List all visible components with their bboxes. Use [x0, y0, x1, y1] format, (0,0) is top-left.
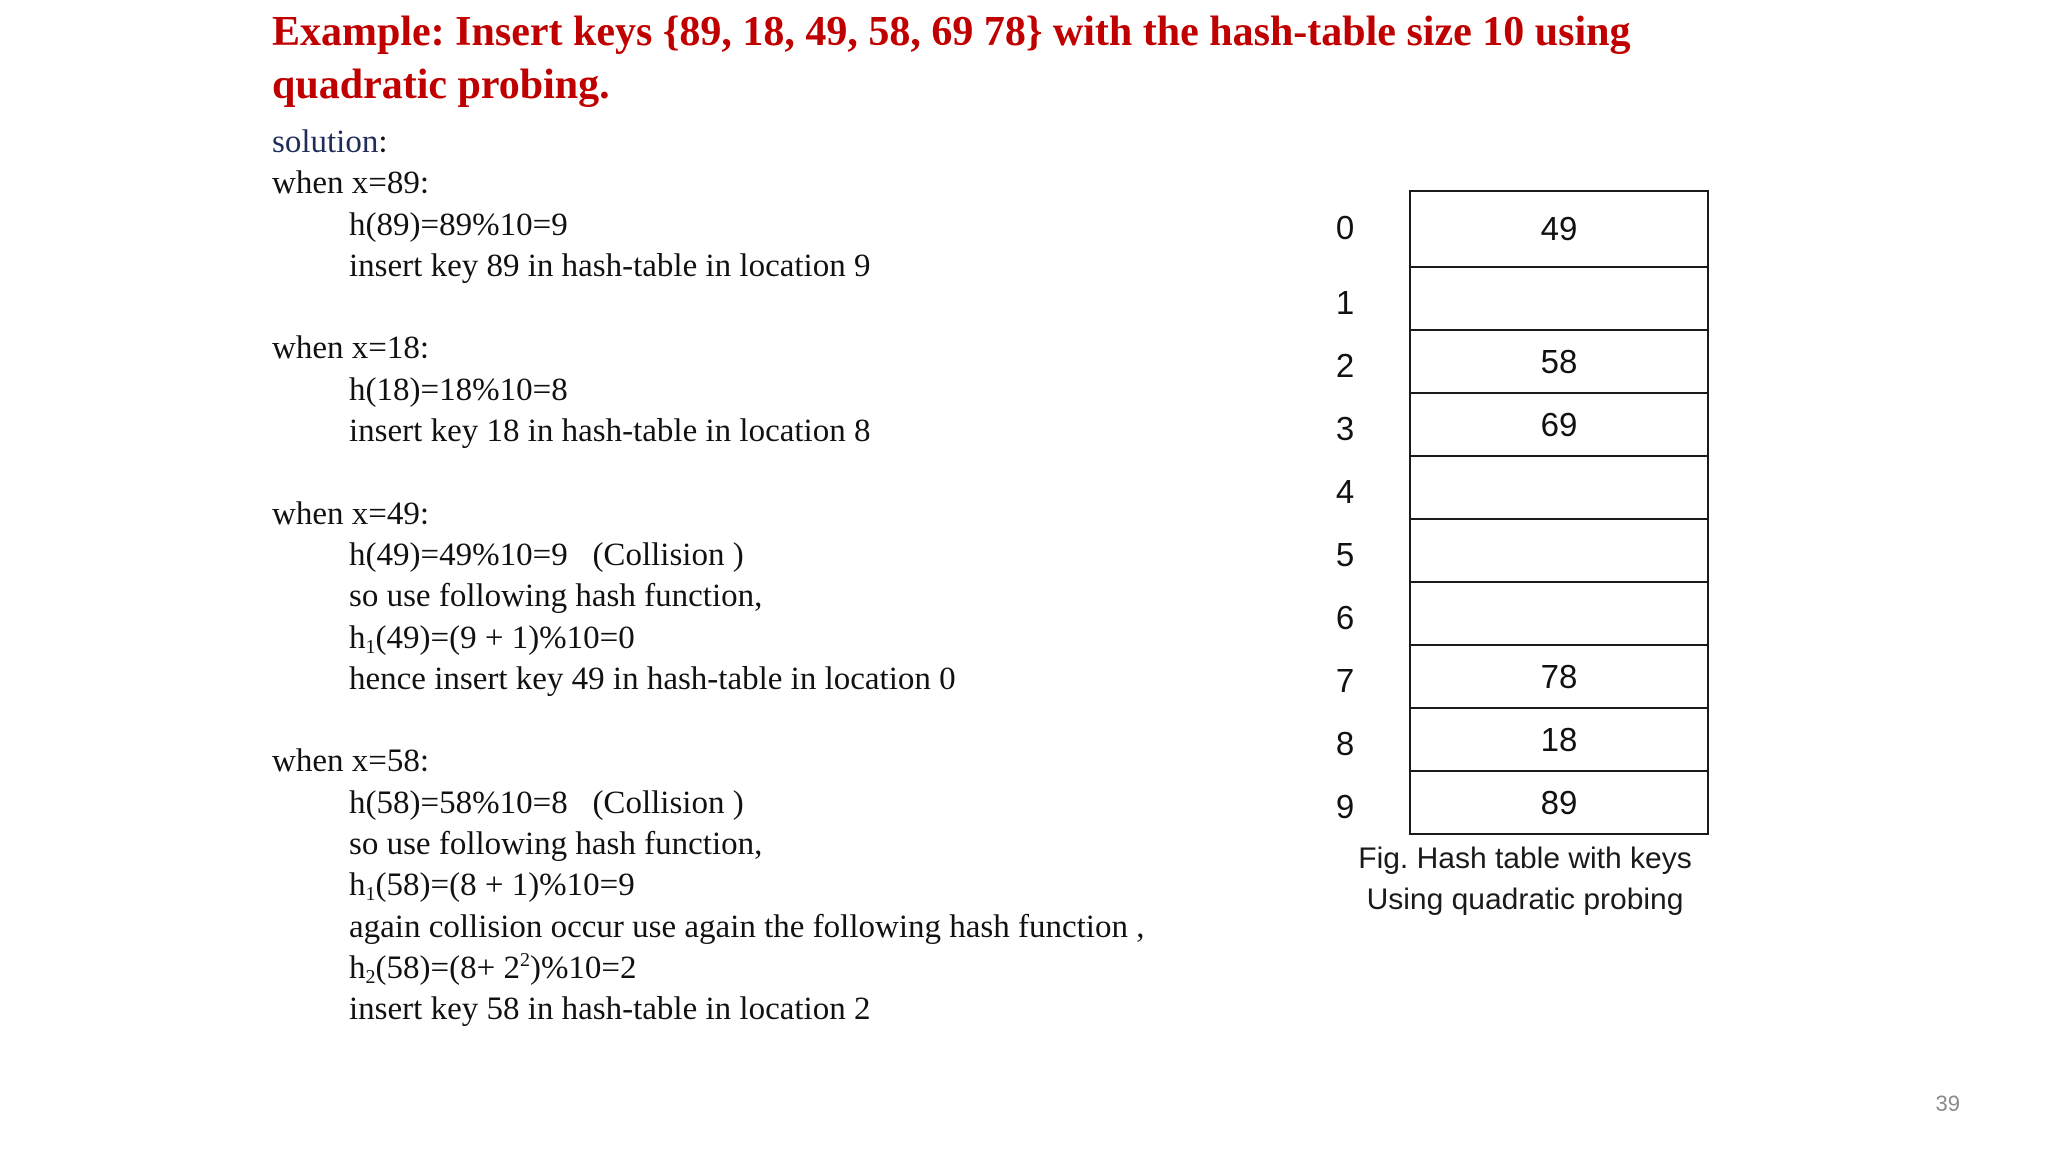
- step-49-so-use: so use following hash function,: [349, 578, 763, 615]
- step-49-h1: [272, 618, 1272, 659]
- hash-slot-4: [1409, 457, 1709, 520]
- title-line-1: Example: Insert keys {89, 18, 49, 58, 69 78} with the hash-table size 10 using: [272, 9, 1631, 55]
- h2-58-mid: (58)=(8+ 2: [375, 949, 520, 986]
- solution-text: [272, 122, 1272, 1031]
- slot-index-4: 4: [1335, 473, 1355, 510]
- hash-slot-5: [1409, 520, 1709, 583]
- figure-caption: [1300, 838, 1750, 920]
- step-49-hash: h(49)=49%10=9 (Collision ): [349, 536, 744, 573]
- h1-49-subscript: 1: [365, 635, 376, 658]
- caption-line-1: Fig. Hash table with keys: [1358, 842, 1692, 875]
- step-58-h2: [272, 948, 1272, 989]
- title-line-2: quadratic probing.: [272, 62, 610, 108]
- h1-58-rest: (58)=(8 + 1)%10=9: [375, 867, 635, 904]
- step-89-when: when x=89:: [272, 165, 430, 202]
- hash-table-figure: [1300, 190, 1750, 930]
- step-18-when: when x=18:: [272, 330, 430, 367]
- solution-label: solution: [272, 124, 379, 160]
- slide-title: [272, 6, 1752, 112]
- step-18-hash: h(18)=18%10=8: [349, 371, 568, 408]
- h1-49-rest: (49)=(9 + 1)%10=0: [375, 619, 635, 656]
- slot-index-5: 5: [1335, 536, 1355, 573]
- slot-index-2: 2: [1335, 347, 1355, 384]
- slot-index-3: 3: [1335, 410, 1355, 447]
- h2-58-prefix: h: [349, 949, 366, 986]
- h2-58-superscript: 2: [519, 948, 530, 971]
- h2-58-subscript: 2: [365, 965, 376, 988]
- spacer: [272, 452, 1272, 493]
- slot-index-8: 8: [1335, 725, 1355, 762]
- slot-index-6: 6: [1335, 599, 1355, 636]
- slot-index-9: 9: [1335, 788, 1355, 825]
- hash-slot-1: [1409, 268, 1709, 331]
- step-58-so-use: so use following hash function,: [349, 826, 763, 863]
- step-89-insert: insert key 89 in hash-table in location 9: [349, 247, 871, 284]
- step-58-again: again collision occur use again the following hash function ,: [349, 908, 1145, 945]
- step-58-insert: insert key 58 in hash-table in location 2: [349, 991, 871, 1028]
- step-58-when: when x=58:: [272, 743, 430, 780]
- step-18-insert: insert key 18 in hash-table in location 8: [349, 413, 871, 450]
- hash-slot-8: 18: [1409, 709, 1709, 772]
- spacer: [272, 700, 1272, 741]
- slot-index-7: 7: [1335, 662, 1355, 699]
- slide-number: 39: [1935, 1091, 1960, 1116]
- hash-slot-3: 69: [1409, 394, 1709, 457]
- step-49-insert: hence insert key 49 in hash-table in location 0: [349, 660, 956, 697]
- h1-58-subscript: 1: [365, 883, 376, 906]
- step-58-h1: [272, 865, 1272, 906]
- hash-slot-6: [1409, 583, 1709, 646]
- hash-table: [1300, 190, 1750, 834]
- hash-slot-0: 49: [1409, 190, 1709, 268]
- hash-slot-9: 89: [1409, 772, 1709, 835]
- caption-line-2: Using quadratic probing: [1366, 883, 1684, 916]
- slot-index-0: 0: [1335, 209, 1355, 246]
- step-89-hash: h(89)=89%10=9: [349, 206, 568, 243]
- solution-colon: :: [378, 124, 388, 160]
- spacer: [272, 287, 1272, 328]
- step-49-when: when x=49:: [272, 495, 430, 532]
- hash-slot-7: 78: [1409, 646, 1709, 709]
- slot-index-1: 1: [1335, 284, 1355, 321]
- h1-49-prefix: h: [349, 619, 366, 656]
- step-58-hash: h(58)=58%10=8 (Collision ): [349, 784, 744, 821]
- solution-heading: [272, 122, 1272, 163]
- hash-slot-2: 58: [1409, 331, 1709, 394]
- h2-58-rest: )%10=2: [529, 949, 637, 986]
- h1-58-prefix: h: [349, 867, 366, 904]
